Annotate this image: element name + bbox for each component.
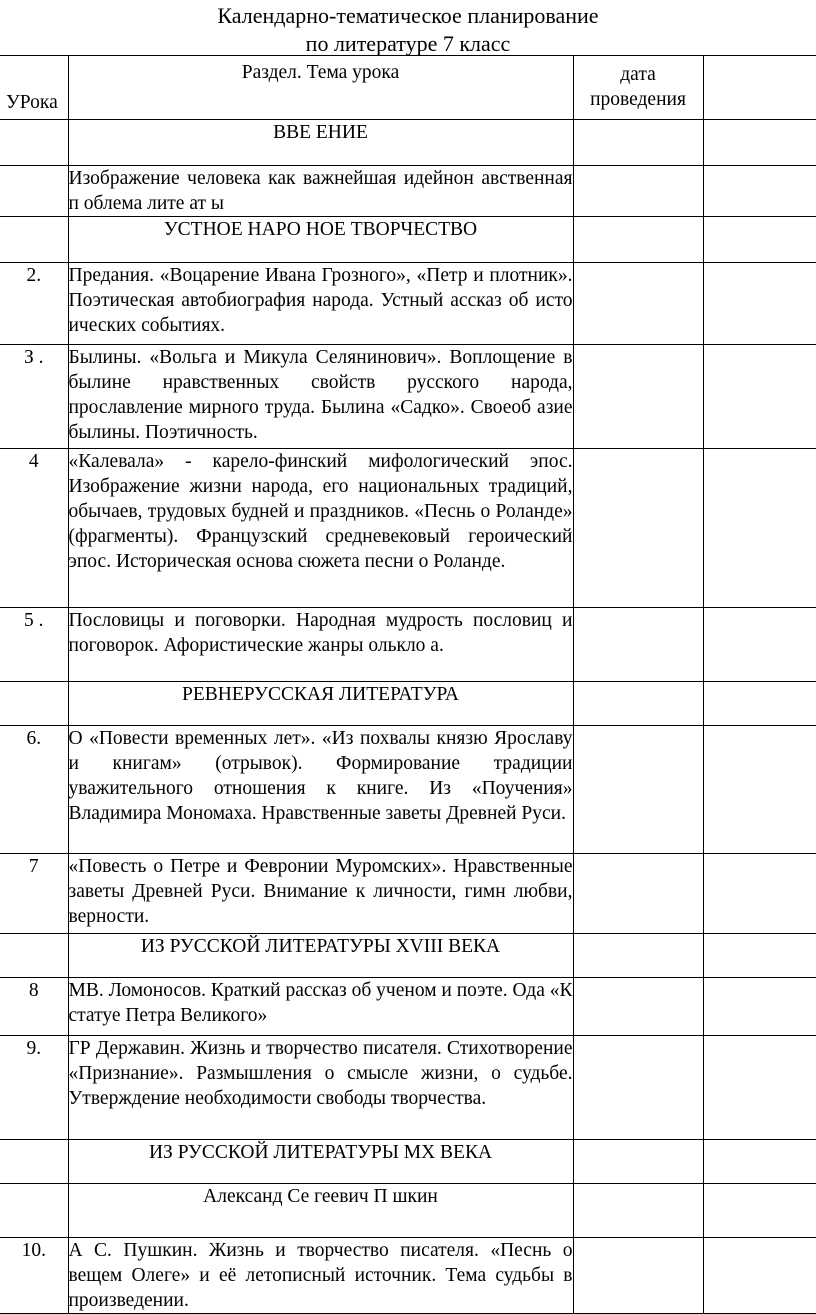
lesson-row [0,166,816,217]
extra-cell [703,682,816,726]
lesson-number: 5 . [0,608,68,682]
lesson-number: 9. [0,1036,68,1140]
section-title: ИЗ РУССКОЙ ЛИТЕРАТУРЫ МХ ВЕКА [68,1140,573,1184]
extra-cell [703,726,816,854]
lesson-plan-table [0,55,816,1314]
title-line-2: по литературе 7 класс [305,31,511,56]
section-title: РЕВНЕРУССКАЯ ЛИТЕРАТУРА [68,682,573,726]
lesson-row [0,978,816,1036]
date-cell [573,608,703,682]
number-cell [0,1184,68,1238]
section-row [0,1184,816,1238]
date-cell [573,449,703,608]
lesson-number [0,166,68,217]
number-cell [0,934,68,978]
extra-cell [703,217,816,263]
extra-cell [703,263,816,345]
date-cell [573,726,703,854]
lesson-topic: А С. Пушкин. Жизнь и творчество писателя. «Песнь о вещем Олеге» и её летописный источник. Тема судьбы в произведении. [68,1238,573,1314]
lesson-topic: Былины. «Вольга и Микула Селянинович». Воплощение в былине нравственных свойств русского народа, прославление мирного труда. Былина «Садко». Своеоб азие былины. Поэтичность. [68,345,573,449]
extra-cell [703,120,816,166]
extra-cell [703,449,816,608]
number-cell [0,120,68,166]
header-date [573,56,703,120]
date-cell [573,978,703,1036]
lesson-row [0,1036,816,1140]
lesson-number: 8 [0,978,68,1036]
lesson-row [0,726,816,854]
number-cell [0,1140,68,1184]
lesson-number: 10. [0,1238,68,1314]
header-date-line-2: проведения [590,89,686,110]
lesson-number: З . [0,345,68,449]
date-cell [573,263,703,345]
date-cell [573,934,703,978]
section-row [0,934,816,978]
lesson-topic: ГР Державин. Жизнь и творчество писателя. Стихотворение «Признание». Размышления о смысле жизни, о судьбе. Утверждение необходимости свободы творчества. [68,1036,573,1140]
lesson-topic: «Калевала» - карело-финский мифологический эпос. Изображение жизни народа, его национальных традиций, обычаев, трудовых будней и праздников. «Песнь о Роланде» (фрагменты). Французский средневековый героический эпос. Историческая основа сюжета песни о Роланде. [68,449,573,608]
table-header-row [0,56,816,120]
lesson-number: 7 [0,854,68,934]
header-topic: Раздел. Тема урока [68,56,573,120]
section-row [0,682,816,726]
section-title: Александ Се геевич П шкин [68,1184,573,1238]
section-title: ИЗ РУССКОЙ ЛИТЕРАТУРЫ XVIII ВЕКА [68,934,573,978]
document-title [0,2,816,58]
extra-cell [703,1140,816,1184]
lesson-topic: Предания. «Воцарение Ивана Грозного», «Петр и плотник». Поэтическая автобиография народа. Устный ассказ об исто ических событиях. [68,263,573,345]
date-cell [573,217,703,263]
lesson-topic: «Повесть о Петре и Февронии Муромских». Нравственные заветы Древней Руси. Внимание к личности, гимн любви, верности. [68,854,573,934]
section-title: ВВЕ ЕНИЕ [68,120,573,166]
extra-cell [703,978,816,1036]
lesson-row [0,1238,816,1314]
date-cell [573,166,703,217]
header-date-line-1: дата [620,64,656,85]
lesson-number: 4 [0,449,68,608]
date-cell [573,1184,703,1238]
extra-cell [703,854,816,934]
lesson-topic: О «Повести временных лет». «Из похвалы князю Ярославу и книгам» (отрывок). Формирование традиции уважительного отношения к книге. Из «Поучения» Владимира Мономаха. Нравственные заветы Древней Руси. [68,726,573,854]
section-row [0,120,816,166]
number-cell [0,682,68,726]
extra-cell [703,166,816,217]
date-cell [573,682,703,726]
lesson-row [0,608,816,682]
lesson-row [0,345,816,449]
lesson-number: 2. [0,263,68,345]
date-cell [573,1238,703,1314]
section-row [0,1140,816,1184]
date-cell [573,854,703,934]
section-row [0,217,816,263]
extra-cell [703,1184,816,1238]
section-title: УСТНОЕ НАРО НОЕ ТВОРЧЕСТВО [68,217,573,263]
lesson-topic: МВ. Ломоносов. Краткий рассказ об ученом и поэте. Ода «К статуе Петра Великого» [68,978,573,1036]
lesson-row [0,854,816,934]
lesson-topic: Пословицы и поговорки. Народная мудрость пословиц и поговорок. Афористические жанры олькло а. [68,608,573,682]
header-lesson-number: УРока [0,56,68,120]
title-line-1: Календарно-тематическое планирование [217,3,599,28]
extra-cell [703,934,816,978]
number-cell [0,217,68,263]
lesson-topic: Изображение человека как важнейшая идейнон авственная п облема лите ат ы [68,166,573,217]
date-cell [573,120,703,166]
date-cell [573,345,703,449]
extra-cell [703,1238,816,1314]
lesson-number: 6. [0,726,68,854]
extra-cell [703,608,816,682]
lesson-row [0,263,816,345]
extra-cell [703,345,816,449]
date-cell [573,1140,703,1184]
extra-cell [703,1036,816,1140]
lesson-row [0,449,816,608]
header-extra [703,56,816,120]
date-cell [573,1036,703,1140]
